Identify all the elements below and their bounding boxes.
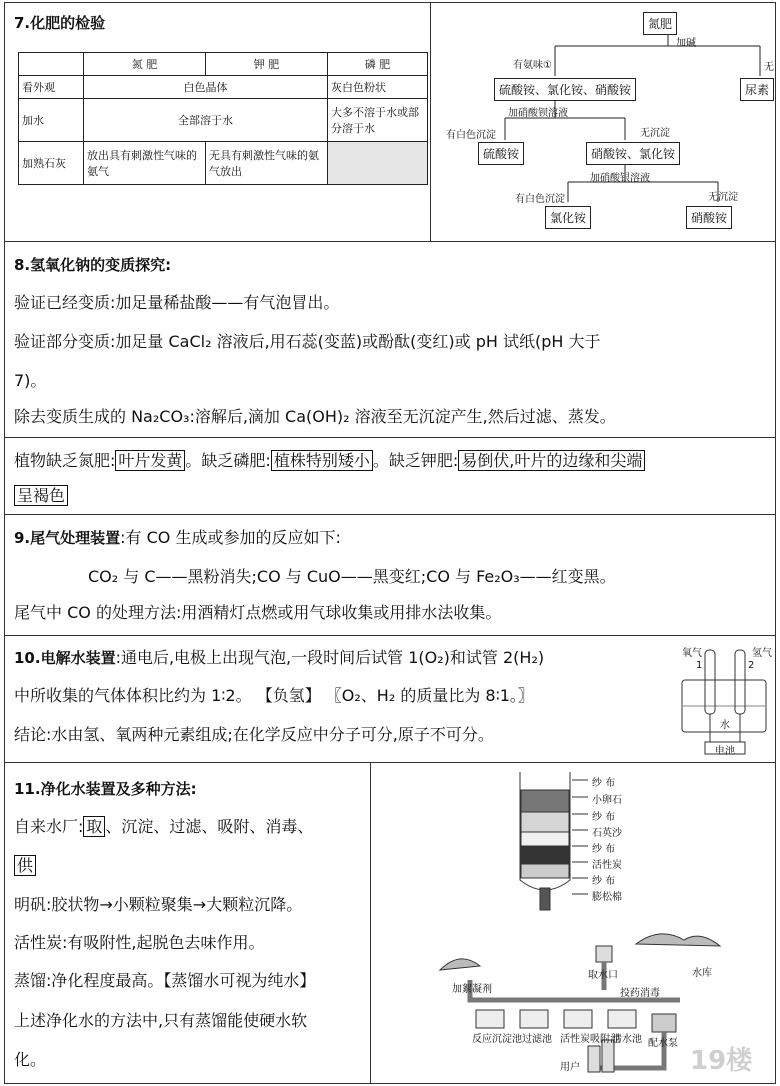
sec11-text: 蒸馏:净化程度最高。 (14, 971, 164, 990)
sec10-line-3: 结论:水由氢、氧两种元素组成;在化学反应中分子可分,原子不可分。 (14, 725, 494, 744)
flow-label-white-ppt: 有白色沉淀 (446, 130, 496, 141)
sec11-text: 自来水厂: (14, 817, 84, 836)
table-cell: 放出具有刺激性气味的氨气 (84, 142, 206, 185)
sec8-line-2: 验证部分变质:加足量 CaCl₂ 溶液后,用石蕊(变蓝)或酚酞(变红)或 pH 试纸(pH 大于 (14, 332, 601, 351)
plant-label: 加絮凝剂 (452, 984, 492, 995)
plant-label: 水库 (692, 968, 712, 979)
sec11-title: 11.净化水装置及多种方法: (14, 780, 197, 798)
filter-label: 活性炭 (592, 860, 622, 871)
sec9-line-3: 尾气中 CO 的处理方法:用酒精灯点燃或用气球收集或用排水法收集。 (14, 603, 502, 622)
sec9-line-2: CO₂ 与 C——黑粉消失;CO 与 CuO——黑变红;CO 与 Fe₂O₃——红变黑。 (88, 567, 616, 586)
fert-text: 植物缺乏氮肥: (14, 451, 116, 470)
plant-label: 取水口 (588, 970, 618, 981)
sec11-line-5: 上述净化水的方法中,只有蒸馏能使硬水软 (14, 1011, 308, 1030)
sec8-line-1: 验证已经变质:加足量稀盐酸——有气泡冒出。 (14, 293, 340, 312)
table-header: 钾 肥 (206, 53, 328, 76)
flow-label-ammonia: 有氨味① (513, 60, 552, 71)
sec11-text: 、沉淀、过滤、吸附、消毒、 (105, 817, 314, 836)
flow-label-add-base: 加碱 (676, 38, 696, 49)
table-row-label: 看外观 (19, 76, 84, 99)
filter-label: 纱 布 (592, 844, 616, 855)
filter-label: 纱 布 (592, 812, 616, 823)
label-tube-1: 1 (696, 660, 703, 671)
sec11-qu-box: 取 (83, 816, 105, 837)
plant-label: 投药消毒 (620, 988, 660, 999)
filter-label: 纱 布 (592, 778, 616, 789)
sec8-line-3: 7)。 (14, 371, 47, 390)
filter-label: 小卵石 (592, 795, 622, 806)
flow-node-ammonium-nitrate: 硝酸铵 (686, 206, 732, 229)
sec11-line-2: 明矾:胶状物→小颗粒聚集→大颗粒沉降。 (14, 895, 303, 914)
filter-label: 膨松棉 (592, 892, 622, 903)
table-cell: 全部溶于水 (84, 99, 328, 142)
sec10-text: :通电后,电极上出现气泡,一段时间后试管 1(O₂)和试管 2(H₂) (115, 648, 545, 667)
sec10-title: 10.电解水装置 (14, 649, 116, 667)
fert-text: 。缺乏磷肥: (185, 451, 271, 470)
sec9-title: 9.尾气处理装置 (14, 529, 121, 547)
label-water: 水 (720, 720, 730, 731)
sec10-line-2: 中所收集的气体体积比约为 1∶2。 【负氢】 〖O₂、H₂ 的质量比为 8∶1。〗 (14, 686, 534, 705)
plant-label: 活性炭吸附池 (560, 1034, 620, 1045)
label-hydrogen: 氢气 (752, 648, 772, 659)
label-battery: 电池 (715, 746, 735, 757)
flow-label-add-ag: 加硝酸银溶液 (590, 173, 650, 184)
plant-label: 用户 (560, 1062, 580, 1073)
flow-label-white-ppt2: 有白色沉淀 (515, 194, 565, 205)
flow-label-no-ppt2: 无沉淀 (708, 192, 738, 203)
sec9-intro: :有 CO 生成或参加的反应如下: (120, 528, 341, 547)
plant-label: 清水池 (612, 1034, 642, 1045)
table-header: 氮 肥 (84, 53, 206, 76)
sec8-title: 8.氢氧化钠的变质探究: (14, 256, 172, 274)
plant-label: 过滤池 (522, 1034, 552, 1045)
flow-label-add-ba: 加硝酸钡溶液 (508, 108, 568, 119)
table-cell: 白色晶体 (84, 76, 328, 99)
table-cell: 大多不溶于水或部分溶于水 (328, 99, 428, 142)
flow-label-no-ppt: 无沉淀 (640, 128, 670, 139)
table-row-label: 加熟石灰 (19, 142, 84, 185)
table-cell: 无具有刺激性气味的氨气放出 (206, 142, 328, 185)
fert-text: 。缺乏钾肥: (372, 451, 459, 470)
table-header: 磷 肥 (328, 53, 428, 76)
flow-node-urea: 尿素 (740, 78, 774, 101)
flow-node-ammonium-chloride: 氯化铵 (545, 206, 591, 229)
flow-node-group2: 硝酸铵、氯化铵 (586, 142, 680, 165)
sec7-title: 7.化肥的检验 (14, 14, 106, 32)
fert-potassium-symptom: 易倒伏,叶片的边缘和尖端 (458, 450, 645, 471)
flow-node-ammonium-sulfate: 硫酸铵 (478, 142, 524, 165)
plant-label: 反应沉淀池 (472, 1034, 522, 1045)
flow-label-no: 无 (764, 62, 774, 73)
fert-potassium-symptom-cont: 呈褐色 (14, 485, 68, 506)
table-row-label: 加水 (19, 99, 84, 142)
table-cell: 灰白色粉状 (328, 76, 428, 99)
filter-label: 纱 布 (592, 876, 616, 887)
sec11-note: 【蒸馏水可视为纯水】 (163, 971, 316, 990)
sec8-line-4: 除去变质生成的 Na₂CO₃:溶解后,滴加 Ca(OH)₂ 溶液至无沉淀产生,然后过滤、蒸发。 (14, 407, 616, 426)
fert-nitrogen-symptom: 叶片发黄 (115, 450, 185, 471)
flow-node-nitrogen: 氮肥 (643, 12, 677, 35)
label-oxygen: 氧气 (682, 648, 702, 659)
sec11-line-6: 化。 (14, 1050, 47, 1069)
flow-node-group1: 硫酸铵、氯化铵、硝酸铵 (494, 78, 636, 101)
watermark-logo: 19楼 (690, 1046, 753, 1076)
filter-label: 石英沙 (592, 828, 622, 839)
sec11-line-3: 活性炭:有吸附性,起脱色去味作用。 (14, 933, 265, 952)
plant-label: 配水泵 (648, 1038, 678, 1049)
sec11-gong-box: 供 (14, 855, 36, 876)
fert-phosphorus-symptom: 植株特别矮小 (271, 450, 373, 471)
label-tube-2: 2 (748, 660, 755, 671)
